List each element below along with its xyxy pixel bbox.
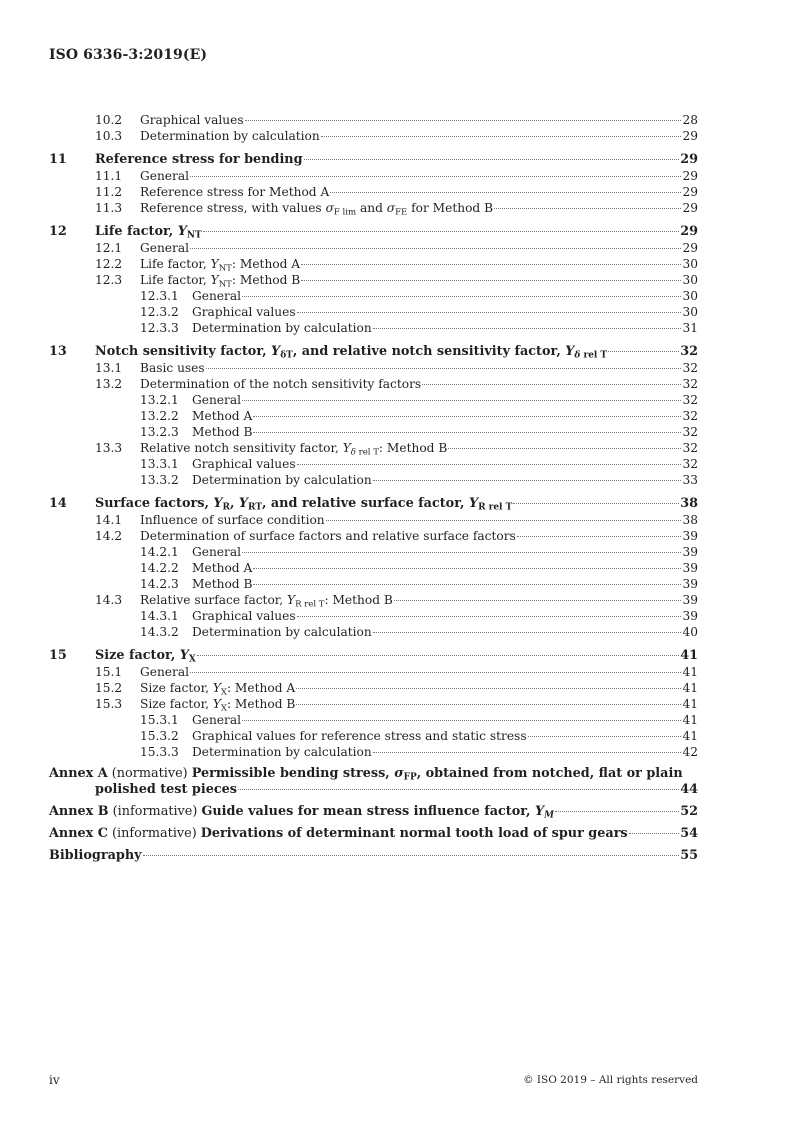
- toc-entry-number: 13.3: [95, 441, 123, 455]
- toc-entry-title: Notch sensitivity factor, $Y_{\delta T}$, and relative notch sensitivity factor, $Y_{\delta rel T}$: [95, 344, 608, 361]
- dot-leader: [238, 789, 679, 790]
- toc-entry-12-2[interactable]: [49, 256, 698, 272]
- dot-leader: [242, 400, 681, 401]
- toc-entry-number: 14.1: [95, 513, 123, 527]
- dot-leader: [197, 655, 679, 656]
- dot-leader: [555, 811, 679, 812]
- toc-entry-number: 13.1: [95, 361, 123, 375]
- toc-entry-12-3-1[interactable]: [49, 288, 698, 304]
- toc-entry-page: 41: [682, 697, 698, 711]
- toc-entry-14-2[interactable]: [49, 528, 698, 544]
- dot-leader: [253, 432, 681, 433]
- dot-leader: [528, 736, 682, 737]
- toc-entry-title: Reference stress for Method A: [140, 185, 330, 199]
- toc-entry-number: 13.3.2: [140, 473, 179, 487]
- page-number: iv: [49, 1073, 60, 1087]
- dot-leader: [245, 120, 682, 121]
- toc-entry-page: 41: [682, 665, 698, 679]
- dot-leader: [297, 464, 682, 465]
- toc-entry-title: Method B: [192, 425, 253, 439]
- toc-entry-title: Surface factors, $Y_R$, $Y_{RT}$, and relative surface factor, $Y_{R rel T}$: [95, 496, 513, 513]
- dot-leader: [203, 231, 679, 232]
- toc-entry-number: 14.2.1: [140, 545, 179, 559]
- toc-entry-page: 29: [680, 152, 698, 167]
- dot-leader: [513, 503, 679, 504]
- toc-entry-page: 39: [682, 609, 698, 623]
- toc-entry-14-2-2[interactable]: [49, 560, 698, 576]
- dot-leader: [608, 351, 679, 352]
- toc-entry-page: 29: [682, 201, 698, 215]
- dot-leader: [253, 416, 681, 417]
- toc-annex-c[interactable]: [49, 826, 698, 842]
- toc-entry-15-1[interactable]: [49, 664, 698, 680]
- toc-entry-title: Relative notch sensitivity factor, $Y_{\delta rel T}$: Method B: [140, 441, 448, 458]
- toc-entry-page: 32: [682, 393, 698, 407]
- toc-entry-12-1[interactable]: [49, 240, 698, 256]
- toc-entry-title: Size factor, $Y_X$: Method A: [140, 681, 296, 698]
- toc-entry-number: 15.3.1: [140, 713, 179, 727]
- toc-entry-number: 14: [49, 496, 67, 511]
- dot-leader: [206, 368, 682, 369]
- dot-leader: [190, 176, 681, 177]
- toc-annex-a[interactable]: [49, 766, 698, 798]
- copyright-notice: © ISO 2019 – All rights reserved: [523, 1074, 698, 1086]
- dot-leader: [301, 280, 681, 281]
- annex-page: 44: [680, 782, 698, 797]
- toc-entry-page: 39: [682, 529, 698, 543]
- dot-leader: [330, 192, 681, 193]
- toc-entry-number: 10.2: [95, 113, 123, 127]
- toc-entry-12-3-3[interactable]: [49, 320, 698, 336]
- toc-entry-number: 14.3.1: [140, 609, 179, 623]
- toc-entry-14-2-3[interactable]: [49, 576, 698, 592]
- toc-entry-number: 11.2: [95, 185, 123, 199]
- toc-entry-11-1[interactable]: [49, 168, 698, 184]
- toc-entry-number: 11.1: [95, 169, 123, 183]
- annex-title: Derivations of determinant normal tooth load of spur gears: [200, 826, 628, 841]
- toc-entry-page: 32: [680, 344, 698, 359]
- dot-leader: [448, 448, 681, 449]
- dot-leader: [321, 136, 682, 137]
- toc-entry-title: General: [192, 713, 241, 727]
- toc-entry-page: 29: [682, 129, 698, 143]
- dot-leader: [326, 520, 682, 521]
- dot-leader: [242, 296, 681, 297]
- annex-label: Annex B: [49, 804, 109, 819]
- toc-entry-13-3-1[interactable]: [49, 456, 698, 472]
- toc-bibliography[interactable]: [49, 848, 698, 864]
- toc-entry-page: 33: [682, 473, 698, 487]
- toc-entry-number: 13.2.2: [140, 409, 179, 423]
- annex-title: Guide values for mean stress influence factor, $Y_M$: [201, 804, 555, 821]
- toc-entry-15-3-3[interactable]: [49, 744, 698, 760]
- dot-leader: [373, 328, 682, 329]
- dot-leader: [253, 584, 681, 585]
- toc-entry-13-2[interactable]: [49, 376, 698, 392]
- annex-kind: (informative): [112, 826, 197, 841]
- toc-entry-title: Graphical values: [192, 305, 296, 319]
- toc-entry-page: 29: [680, 224, 698, 239]
- toc-entry-title: Graphical values for reference stress and static stress: [192, 729, 527, 743]
- dot-leader: [517, 536, 682, 537]
- dot-leader: [143, 855, 680, 856]
- toc-entry-page: 30: [682, 257, 698, 271]
- toc-entry-page: 41: [682, 681, 698, 695]
- toc-entry-title: Influence of surface condition: [140, 513, 325, 527]
- toc-entry-10-3[interactable]: [49, 128, 698, 144]
- toc-entry-15[interactable]: [49, 648, 698, 664]
- toc-annex-b[interactable]: [49, 804, 698, 820]
- toc-entry-number: 12.3.2: [140, 305, 179, 319]
- toc-entry-14-1[interactable]: [49, 512, 698, 528]
- toc-entry-page: 32: [682, 377, 698, 391]
- toc-entry-title: General: [192, 545, 241, 559]
- toc-entry-13-2-3[interactable]: [49, 424, 698, 440]
- toc-entry-14-3-2[interactable]: [49, 624, 698, 640]
- toc-entry-title: Reference stress, with values $\sigma_{F lim}$ and $\sigma_{FE}$ for Method B: [140, 201, 494, 218]
- dot-leader: [301, 264, 681, 265]
- toc-entry-title: Determination by calculation: [192, 625, 372, 639]
- dot-leader: [242, 552, 681, 553]
- toc-entry-title: Method A: [192, 561, 253, 575]
- toc-entry-number: 15.1: [95, 665, 123, 679]
- toc-entry-title: Relative surface factor, $Y_{R rel T}$: Method B: [140, 593, 393, 610]
- toc-entry-13-1[interactable]: [49, 360, 698, 376]
- toc-entry-number: 15.3.2: [140, 729, 179, 743]
- dot-leader: [297, 312, 682, 313]
- toc-entry-page: 38: [680, 496, 698, 511]
- toc-entry-title: Graphical values: [192, 457, 296, 471]
- dot-leader: [190, 672, 681, 673]
- toc-entry-number: 12: [49, 224, 67, 239]
- toc-entry-title: Determination by calculation: [140, 129, 320, 143]
- toc-entry-11-2[interactable]: [49, 184, 698, 200]
- toc-entry-title: General: [192, 393, 241, 407]
- annex-page: 55: [680, 848, 698, 863]
- toc-entry-number: 15.2: [95, 681, 123, 695]
- toc-entry-15-2[interactable]: [49, 680, 698, 696]
- toc-entry-13-2-2[interactable]: [49, 408, 698, 424]
- toc-entry-13-3[interactable]: [49, 440, 698, 456]
- annex-page: 52: [680, 804, 698, 819]
- toc-entry-14-3[interactable]: [49, 592, 698, 608]
- toc-entry-14-3-1[interactable]: [49, 608, 698, 624]
- toc-entry-page: 29: [682, 185, 698, 199]
- toc-entry-title: Graphical values: [192, 609, 296, 623]
- annex-label: Annex C: [49, 826, 108, 841]
- toc-entry-number: 14.2.2: [140, 561, 179, 575]
- toc-entry-12[interactable]: [49, 224, 698, 240]
- toc-entry-page: 32: [682, 425, 698, 439]
- toc-entry-number: 13: [49, 344, 67, 359]
- toc-entry-title: Size factor, $Y_X$: [95, 648, 196, 665]
- toc-entry-page: 38: [682, 513, 698, 527]
- toc-entry-page: 31: [682, 321, 698, 335]
- toc-entry-page: 32: [682, 441, 698, 455]
- toc-entry-page: 28: [682, 113, 698, 127]
- toc-entry-11-3[interactable]: [49, 200, 698, 216]
- toc-entry-page: 41: [680, 648, 698, 663]
- toc-entry-number: 11.3: [95, 201, 123, 215]
- toc-entry-title: Graphical values: [140, 113, 244, 127]
- toc-entry-13-3-2[interactable]: [49, 472, 698, 488]
- table-of-contents: [49, 112, 698, 864]
- toc-entry-number: 13.2: [95, 377, 123, 391]
- toc-entry-title: Determination by calculation: [192, 473, 372, 487]
- toc-entry-title: Determination of surface factors and relative surface factors: [140, 529, 516, 543]
- dot-leader: [296, 688, 681, 689]
- toc-entry-number: 15: [49, 648, 67, 663]
- toc-entry-title: Life factor, $Y_{NT}$: [95, 224, 202, 241]
- toc-entry-title: Life factor, $Y_{NT}$: Method B: [140, 273, 301, 290]
- annex-page: 54: [680, 826, 698, 841]
- dot-leader: [373, 752, 682, 753]
- toc-entry-page: 39: [682, 545, 698, 559]
- toc-entry-title: Size factor, $Y_X$: Method B: [140, 697, 296, 714]
- dot-leader: [629, 833, 680, 834]
- toc-entry-page: 32: [682, 457, 698, 471]
- toc-entry-title: Life factor, $Y_{NT}$: Method A: [140, 257, 301, 274]
- toc-entry-number: 10.3: [95, 129, 123, 143]
- toc-entry-number: 12.2: [95, 257, 123, 271]
- dot-leader: [190, 248, 681, 249]
- toc-entry-10-2[interactable]: [49, 112, 698, 128]
- dot-leader: [373, 480, 682, 481]
- annex-kind: (normative): [111, 766, 188, 781]
- dot-leader: [242, 720, 681, 721]
- toc-entry-number: 15.3: [95, 697, 123, 711]
- toc-entry-title: Basic uses: [140, 361, 205, 375]
- toc-entry-number: 12.1: [95, 241, 123, 255]
- toc-entry-page: 39: [682, 593, 698, 607]
- toc-entry-number: 13.2.3: [140, 425, 179, 439]
- document-id-header: ISO 6336-3:2019(E): [49, 47, 208, 63]
- toc-entry-page: 29: [682, 169, 698, 183]
- toc-entry-13-2-1[interactable]: [49, 392, 698, 408]
- toc-entry-number: 12.3.1: [140, 289, 179, 303]
- toc-entry-page: 32: [682, 361, 698, 375]
- annex-label: Bibliography: [49, 848, 142, 863]
- toc-entry-page: 41: [682, 729, 698, 743]
- toc-entry-page: 30: [682, 273, 698, 287]
- toc-entry-page: 42: [682, 745, 698, 759]
- toc-entry-title: Method B: [192, 577, 253, 591]
- toc-entry-page: 32: [682, 409, 698, 423]
- toc-entry-title: Determination of the notch sensitivity factors: [140, 377, 422, 391]
- dot-leader: [373, 632, 682, 633]
- annex-kind: (informative): [112, 804, 198, 819]
- toc-entry-page: 29: [682, 241, 698, 255]
- toc-entry-title: Determination by calculation: [192, 745, 372, 759]
- toc-entry-13[interactable]: [49, 344, 698, 360]
- toc-entry-number: 15.3.3: [140, 745, 179, 759]
- dot-leader: [297, 616, 682, 617]
- toc-entry-number: 11: [49, 152, 67, 167]
- dot-leader: [394, 600, 682, 601]
- toc-entry-number: 13.3.1: [140, 457, 179, 471]
- toc-entry-number: 14.3.2: [140, 625, 179, 639]
- toc-entry-11[interactable]: [49, 152, 698, 168]
- toc-entry-title: General: [140, 241, 189, 255]
- toc-entry-number: 12.3.3: [140, 321, 179, 335]
- toc-entry-page: 40: [682, 625, 698, 639]
- toc-entry-page: 41: [682, 713, 698, 727]
- toc-entry-number: 12.3: [95, 273, 123, 287]
- toc-entry-12-3-2[interactable]: [49, 304, 698, 320]
- dot-leader: [296, 704, 681, 705]
- toc-entry-page: 30: [682, 289, 698, 303]
- annex-label: Annex A: [49, 766, 108, 781]
- toc-entry-title: Reference stress for bending: [95, 152, 303, 167]
- toc-entry-number: 14.3: [95, 593, 123, 607]
- toc-entry-14-2-1[interactable]: [49, 544, 698, 560]
- toc-entry-title: General: [140, 665, 189, 679]
- dot-leader: [494, 208, 681, 209]
- toc-entry-12-3[interactable]: [49, 272, 698, 288]
- toc-entry-15-3-2[interactable]: [49, 728, 698, 744]
- toc-entry-page: 39: [682, 577, 698, 591]
- toc-entry-number: 13.2.1: [140, 393, 179, 407]
- toc-entry-title: Determination by calculation: [192, 321, 372, 335]
- toc-entry-15-3[interactable]: [49, 696, 698, 712]
- annex-title: Permissible bending stress, $\sigma_{FP}$, obtained from notched, flat or plain: [191, 766, 683, 783]
- toc-entry-title: General: [140, 169, 189, 183]
- annex-title-cont: polished test pieces: [95, 782, 237, 797]
- toc-entry-page: 39: [682, 561, 698, 575]
- dot-leader: [422, 384, 681, 385]
- toc-entry-title: General: [192, 289, 241, 303]
- dot-leader: [304, 159, 680, 160]
- toc-entry-15-3-1[interactable]: [49, 712, 698, 728]
- toc-entry-number: 14.2.3: [140, 577, 179, 591]
- toc-entry-title: Method A: [192, 409, 253, 423]
- dot-leader: [253, 568, 681, 569]
- toc-entry-number: 14.2: [95, 529, 123, 543]
- toc-entry-page: 30: [682, 305, 698, 319]
- toc-entry-14[interactable]: [49, 496, 698, 512]
